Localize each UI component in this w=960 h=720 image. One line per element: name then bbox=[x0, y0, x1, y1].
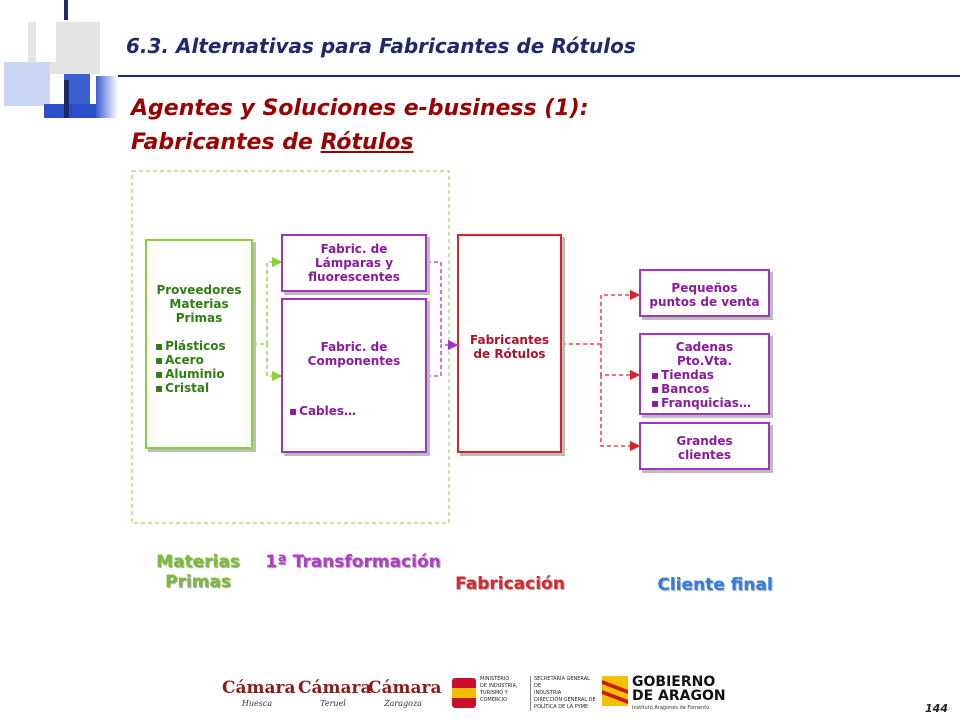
ministry-line: TURISMO Y bbox=[480, 690, 508, 696]
secretaria-line: POLÍTICA DE LA PYME bbox=[534, 704, 589, 710]
componentes-list bbox=[283, 404, 425, 418]
coat-of-arms-icon bbox=[452, 678, 476, 708]
camara-logo-name: Cámara bbox=[298, 678, 372, 698]
pequenos-box bbox=[639, 269, 770, 317]
fabricantes-box bbox=[457, 234, 562, 453]
ministry-line: DE INDUSTRIA, bbox=[480, 683, 518, 689]
gobierno-subtitle: Instituto Aragonés de Fomento bbox=[632, 705, 710, 711]
grandes-title-line: Grandes bbox=[676, 434, 733, 448]
page-title-line2-prefix: Fabricantes de bbox=[131, 130, 321, 155]
gobierno-aragon-logo bbox=[602, 674, 742, 716]
secretaria-text bbox=[530, 676, 598, 711]
list-item: ▪ Bancos bbox=[651, 382, 768, 396]
grandes-title-line: clientes bbox=[677, 448, 732, 462]
list-item: ▪ Acero bbox=[155, 353, 251, 367]
connector-proveedores-lamparas bbox=[253, 262, 281, 344]
camara-logo-city: Zaragoza bbox=[384, 699, 422, 708]
stage-cliente-final: Cliente final bbox=[657, 575, 773, 595]
stage-materias-primas bbox=[148, 552, 248, 592]
page-title-line2-underlined: Rótulos bbox=[320, 130, 414, 155]
camara-zaragoza-logo bbox=[368, 678, 442, 712]
page-title-line1: Agentes y Soluciones e-business (1): bbox=[131, 96, 589, 121]
pequenos-title-line: puntos de venta bbox=[649, 295, 760, 309]
camara-logo-name: Cámara bbox=[368, 678, 442, 698]
list-item: ▪ Aluminio bbox=[155, 367, 251, 381]
cadenas-title-line: Cadenas bbox=[675, 340, 734, 354]
connector-lamparas-fabricantes bbox=[427, 262, 441, 345]
proveedores-title bbox=[147, 283, 251, 325]
proveedores-title-line: Primas bbox=[175, 311, 223, 325]
grandes-box bbox=[639, 422, 770, 470]
stage-materias-line: Primas bbox=[165, 572, 231, 592]
cadenas-list bbox=[641, 368, 768, 410]
ministerio-text bbox=[480, 676, 524, 704]
list-item: ▪ Cristal bbox=[155, 381, 251, 395]
secretaria-line: INDUSTRIA bbox=[534, 690, 562, 696]
proveedores-list bbox=[147, 339, 251, 395]
fabricantes-title-line: Fabricantes bbox=[470, 333, 549, 347]
cadenas-box bbox=[639, 333, 770, 415]
camara-logo-city: Huesca bbox=[241, 699, 273, 708]
ministerio-logo bbox=[452, 676, 596, 712]
ministry-line: MINISTERIO bbox=[480, 676, 510, 682]
list-item: ▪ Cables… bbox=[289, 404, 425, 418]
camara-logo-name: Cámara bbox=[222, 678, 296, 698]
pequenos-title-line: Pequeños bbox=[671, 281, 738, 295]
connector-fabricantes-pequenos bbox=[562, 295, 639, 344]
camara-huesca-logo bbox=[222, 678, 296, 712]
section-title: 6.3. Alternativas para Fabricantes de Rótulos bbox=[126, 34, 636, 58]
camara-teruel-logo bbox=[298, 678, 372, 712]
lamparas-title-line: Fabric. de bbox=[320, 242, 388, 256]
cadenas-title-line: Pto.Vta. bbox=[676, 354, 732, 368]
stage-fabricacion: Fabricación bbox=[455, 574, 565, 594]
gobierno-line: GOBIERNO bbox=[632, 674, 716, 690]
list-item: ▪ Franquicias… bbox=[651, 396, 768, 410]
fabricantes-title-line: de Rótulos bbox=[473, 347, 546, 361]
proveedores-box bbox=[145, 239, 253, 449]
lamparas-title-line: fluorescentes bbox=[308, 270, 400, 284]
secretaria-line: SECRETARÍA GENERAL DE bbox=[534, 676, 590, 689]
componentes-box bbox=[281, 298, 427, 453]
ministry-line: COMERCIO bbox=[480, 697, 508, 703]
aragon-flag-icon bbox=[602, 676, 628, 706]
componentes-title-line: Fabric. de bbox=[320, 340, 388, 354]
stage-materias-line: Materias bbox=[156, 552, 240, 572]
connector-fabricantes-grandes bbox=[601, 375, 639, 446]
list-item: ▪ Plásticos bbox=[155, 339, 251, 353]
camara-logo-city: Teruel bbox=[320, 699, 346, 708]
stage-transformacion: 1ª Transformación bbox=[265, 552, 441, 572]
connector-componentes-fabricantes bbox=[427, 345, 457, 376]
lamparas-box bbox=[281, 234, 427, 292]
gobierno-line: DE ARAGON bbox=[632, 688, 726, 704]
secretaria-line: DIRECCIÓN GENERAL DE bbox=[534, 697, 596, 703]
proveedores-title-line: Proveedores bbox=[156, 283, 242, 297]
proveedores-title-line: Materias bbox=[169, 297, 229, 311]
connector-proveedores-componentes bbox=[267, 344, 281, 376]
connector-fabricantes-cadenas bbox=[601, 344, 639, 375]
page-number: 144 bbox=[925, 702, 948, 715]
gobierno-text bbox=[632, 675, 726, 703]
lamparas-title-line: Lámparas y bbox=[314, 256, 394, 270]
list-item: ▪ Tiendas bbox=[651, 368, 768, 382]
componentes-title-line: Componentes bbox=[307, 354, 401, 368]
